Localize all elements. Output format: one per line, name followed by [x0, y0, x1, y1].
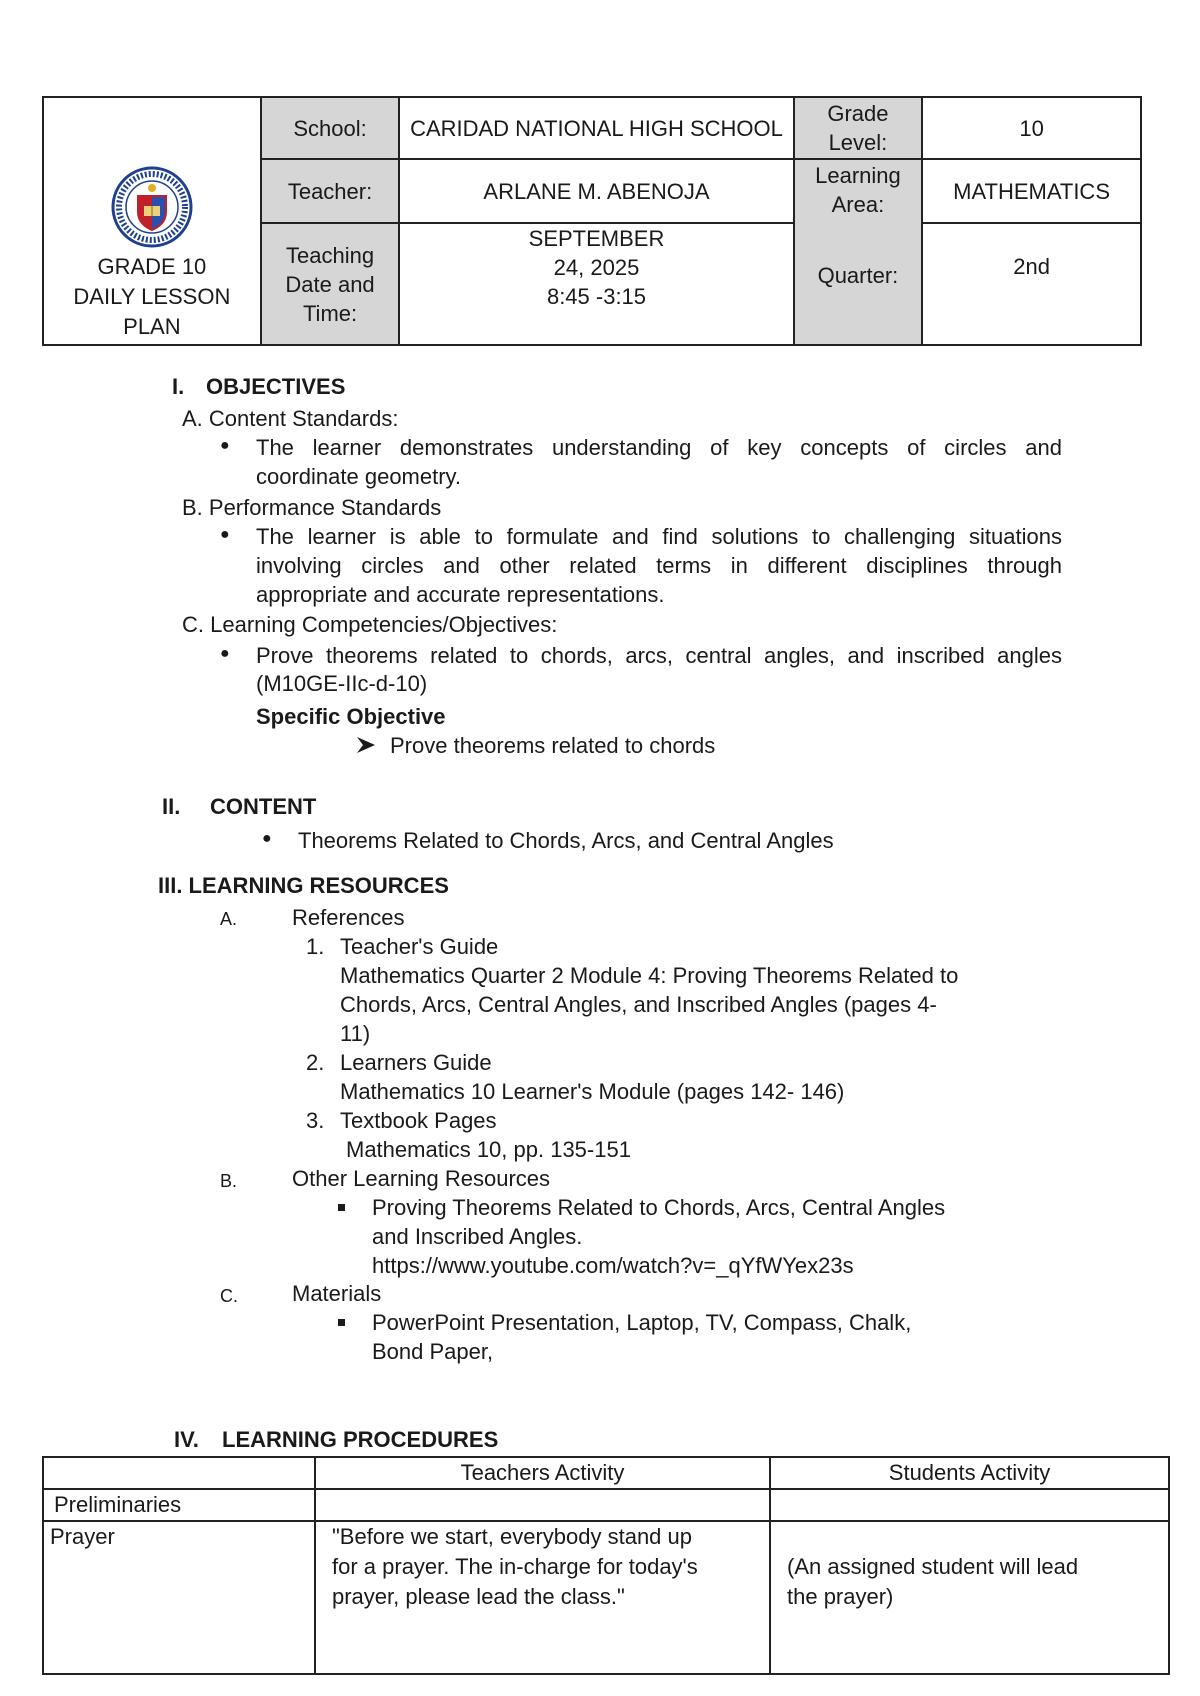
resources-heading: III. LEARNING RESOURCES	[158, 873, 449, 898]
procedures-heading: LEARNING PROCEDURES	[222, 1427, 499, 1452]
references-label: References	[292, 905, 405, 930]
content-heading-number: II.	[162, 794, 181, 819]
objectives-heading: OBJECTIVES	[206, 374, 346, 399]
plan-title-line: PLAN	[123, 314, 181, 339]
preliminaries-teacher-cell	[315, 1489, 770, 1521]
reference-line: Chords, Arcs, Central Angles, and Inscribed Angles (pages 4-	[340, 992, 937, 1017]
bullet-icon: ●	[220, 437, 230, 454]
teachers-activity-header: Teachers Activity	[315, 1457, 770, 1489]
specific-objective-item: Prove theorems related to chords	[390, 733, 716, 758]
reference-line: 11)	[340, 1021, 371, 1046]
resources-a-letter: A.	[220, 909, 238, 929]
materials-label: Materials	[292, 1281, 382, 1306]
area-quarter-cell	[794, 159, 922, 345]
resources-c-letter: C.	[220, 1286, 238, 1306]
students-activity-header: Students Activity	[770, 1457, 1169, 1489]
date-line: 8:45 -3:15	[546, 284, 647, 309]
prayer-students-line: (An assigned student will lead	[787, 1554, 1079, 1579]
date-line: 24, 2025	[553, 255, 640, 280]
other-resources-line: and Inscribed Angles.	[372, 1224, 583, 1249]
learning-competencies-line: (M10GE-IIc-d-10)	[256, 671, 428, 696]
teacher-value: ARLANE M. ABENOJA	[399, 159, 793, 223]
square-bullet-icon	[338, 1319, 345, 1326]
plan-title-cell	[43, 97, 261, 345]
reference-number: 3.	[306, 1108, 325, 1133]
deped-seal-logo	[111, 166, 193, 248]
quarter-value: 2nd	[922, 223, 1141, 345]
reference-title: Learners Guide	[340, 1050, 492, 1075]
learning-competencies-label: C. Learning Competencies/Objectives:	[182, 612, 558, 637]
bullet-icon: ●	[220, 645, 230, 662]
procedures-header-blank	[43, 1457, 315, 1489]
reference-title: Teacher's Guide	[340, 934, 499, 959]
bullet-icon: ●	[262, 830, 272, 847]
performance-standards-label: B. Performance Standards	[182, 495, 442, 520]
procedures-heading-number: IV.	[174, 1427, 199, 1452]
performance-standards-line: involving circles and other related terms in different disciplines through	[256, 553, 1062, 578]
teaching-date-label: Teaching Date and Time:	[261, 223, 400, 345]
procedures-table	[42, 1456, 1170, 1675]
arrow-bullet-icon	[356, 736, 376, 754]
teaching-date-value	[399, 223, 793, 345]
learning-area-label: Learning Area:	[815, 163, 901, 217]
materials-line: Bond Paper,	[372, 1339, 494, 1364]
prayer-teacher-line: "Before we start, everybody stand up	[332, 1524, 693, 1549]
prayer-teacher-line: for a prayer. The in-charge for today's	[332, 1554, 698, 1579]
specific-objective-heading: Specific Objective	[256, 704, 446, 729]
plan-title-line: DAILY LESSON	[73, 284, 231, 309]
school-value: CARIDAD NATIONAL HIGH SCHOOL	[399, 97, 793, 159]
preliminaries-students-cell	[770, 1489, 1169, 1521]
reference-title: Textbook Pages	[340, 1108, 497, 1133]
materials-line: PowerPoint Presentation, Laptop, TV, Compass, Chalk,	[372, 1310, 912, 1335]
plan-title-line: GRADE 10	[97, 254, 207, 279]
content-standards-line: coordinate geometry.	[256, 464, 462, 489]
school-label: School:	[261, 97, 400, 159]
content-heading: CONTENT	[210, 794, 317, 819]
objectives-heading-number: I.	[172, 374, 185, 399]
content-standards-label: A. Content Standards:	[182, 406, 399, 431]
reference-number: 2.	[306, 1050, 325, 1075]
prayer-students-line: the prayer)	[787, 1584, 894, 1609]
reference-line: Mathematics Quarter 2 Module 4: Proving Theorems Related to	[340, 963, 959, 988]
resources-b-letter: B.	[220, 1171, 238, 1191]
header-table	[42, 96, 1142, 346]
reference-line: Mathematics 10 Learner's Module (pages 142- 146)	[340, 1079, 845, 1104]
square-bullet-icon	[338, 1204, 345, 1211]
prayer-teacher-cell	[315, 1521, 770, 1674]
learning-competencies-line: Prove theorems related to chords, arcs, central angles, and inscribed angles	[256, 643, 1062, 668]
bullet-icon: ●	[220, 526, 230, 543]
reference-number: 1.	[306, 934, 325, 959]
performance-standards-line: The learner is able to formulate and find solutions to challenging situations	[256, 524, 1062, 549]
preliminaries-label: Preliminaries	[43, 1489, 315, 1521]
grade-level-value: 10	[922, 97, 1141, 159]
resource-link[interactable]: https://www.youtube.com/watch?v=_qYfWYex23s	[372, 1253, 854, 1278]
learning-area-value: MATHEMATICS	[922, 159, 1141, 223]
content-standards-line: The learner demonstrates understanding of key concepts of circles and	[256, 435, 1062, 460]
prayer-students-cell	[770, 1521, 1169, 1674]
quarter-label: Quarter:	[817, 262, 899, 288]
other-resources-label: Other Learning Resources	[292, 1166, 551, 1191]
plan-title	[73, 252, 230, 342]
prayer-teacher-line: prayer, please lead the class."	[332, 1584, 625, 1609]
other-resources-line: Proving Theorems Related to Chords, Arcs, Central Angles	[372, 1195, 946, 1220]
content-item: Theorems Related to Chords, Arcs, and Central Angles	[298, 828, 834, 853]
prayer-label: Prayer	[43, 1521, 315, 1674]
grade-level-label: Grade Level:	[794, 97, 922, 159]
date-line: SEPTEMBER	[528, 226, 665, 251]
performance-standards-line: appropriate and accurate representations.	[256, 582, 665, 607]
reference-line: Mathematics 10, pp. 135-151	[346, 1137, 631, 1162]
teacher-label: Teacher:	[261, 159, 400, 223]
